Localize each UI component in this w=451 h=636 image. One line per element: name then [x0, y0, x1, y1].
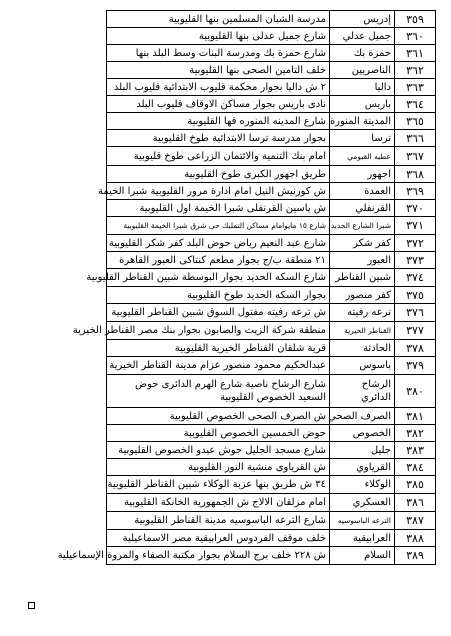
branch-address-table	[57, 10, 436, 565]
table-row	[107, 530, 436, 547]
row-number: ٣٥٩	[395, 11, 436, 28]
branch-name: العمدة	[330, 183, 395, 200]
row-number: ٣٧٤	[395, 269, 436, 287]
table-row	[107, 269, 436, 287]
branch-name: باسوس	[330, 357, 395, 375]
row-number: ٣٦٥	[395, 113, 436, 130]
table-row	[107, 476, 436, 494]
branch-address: شارع حمزة بك ومدرسة البنات وسط البلد بنها	[107, 45, 330, 62]
table-row	[107, 425, 436, 442]
table-row	[107, 322, 436, 340]
branch-name: شبين القناطر	[330, 269, 395, 287]
branch-address: ش ياسين القرنفلى شبرا الخيمة اول القليوبية	[107, 200, 330, 217]
branch-name: شبرا الشارع الجديد	[330, 217, 395, 235]
row-number: ٣٦٩	[395, 183, 436, 200]
row-number: ٣٨٩	[395, 547, 436, 565]
row-number: ٣٨٧	[395, 512, 436, 530]
row-number: ٣٦٧	[395, 147, 436, 166]
branch-name: عطيه القيومي	[330, 147, 395, 166]
row-number: ٣٦٨	[395, 166, 436, 183]
branch-name: باريس	[330, 96, 395, 113]
row-number: ٣٨٨	[395, 530, 436, 547]
branch-name: إدريس	[330, 11, 395, 28]
branch-address: ش ٢٢٨ خلف برج السلام بجوار مكتبة الصفاء والمروة الإسماعيلية	[107, 547, 330, 565]
table-row	[107, 45, 436, 62]
branch-address: ش الصرف الصحى الخصوص القليوبية	[107, 408, 330, 425]
row-number: ٣٧٢	[395, 235, 436, 252]
row-number: ٣٦١	[395, 45, 436, 62]
table-row	[107, 287, 436, 304]
table-row	[107, 183, 436, 200]
branch-name: ترعه رفيته	[330, 304, 395, 322]
table-row	[107, 357, 436, 375]
branch-name: القناطر الخيرية	[330, 322, 395, 340]
branch-address: طريق اجهور الكبرى طوخ القليوبية	[107, 166, 330, 183]
row-number: ٣٧٦	[395, 304, 436, 322]
row-number: ٣٦٢	[395, 62, 436, 79]
branch-address: ٢١ منطقة ب/ج بجوار مطعم كنتاكى العبور القاهرة	[107, 252, 330, 269]
table-row	[107, 147, 436, 166]
row-number: ٣٨٢	[395, 425, 436, 442]
branch-address: شارع السكه الحديد بجوار البوسطة شبين القناطر القليوبية	[107, 269, 330, 287]
branch-name: القرنفلي	[330, 200, 395, 217]
row-number: ٣٨٠	[395, 375, 436, 408]
branch-name: داليا	[330, 79, 395, 96]
branch-name: الخصوص	[330, 425, 395, 442]
branch-address: امام بنك التنمية والائتمان الزراعى طوخ قليوبية	[107, 147, 330, 166]
branch-address: قرية شلقان القناطر الخيرية القليوبية	[107, 340, 330, 357]
branch-address: بجوار مدرسة ترسا الابتدائية طوخ القليوبية	[107, 130, 330, 147]
branch-address: شارع جميل عدلى بنها القليوبية	[107, 28, 330, 45]
branch-address: خلف التامين الصحى بنها القليوبية	[107, 62, 330, 79]
table-row	[107, 252, 436, 269]
branch-name: كفر منصور	[330, 287, 395, 304]
branch-address: شارع عبد النعيم رياض حوض البلد كفر شكر القليوبية	[107, 235, 330, 252]
table-body	[57, 11, 436, 565]
table-row	[107, 408, 436, 425]
branch-name: كفر شكر	[330, 235, 395, 252]
branch-address: بجوار السكه الحديد طوخ القليوبية	[107, 287, 330, 304]
table-row	[107, 11, 436, 28]
row-number: ٣٨٦	[395, 494, 436, 512]
branch-address: ٢ ش داليا بجوار محكمة قليوب الابتدائية قليوب البلد	[107, 79, 330, 96]
table-row	[107, 28, 436, 45]
branch-name: الحادثة	[330, 340, 395, 357]
branch-address: ش كورنيش النيل امام ادارة مرور القليوبية شبرا الخيمة	[107, 183, 330, 200]
table-row	[107, 200, 436, 217]
row-number: ٣٨٣	[395, 442, 436, 459]
table-row	[107, 459, 436, 476]
branch-name: الترعه الباسوسيه	[330, 512, 395, 530]
branch-name: اجهور	[330, 166, 395, 183]
row-number: ٣٧٠	[395, 200, 436, 217]
row-number: ٣٦٣	[395, 79, 436, 96]
table-row	[107, 375, 436, 408]
table-row	[107, 512, 436, 530]
row-number: ٣٨١	[395, 408, 436, 425]
branch-name: ترسا	[330, 130, 395, 147]
branch-address: نادى باريس بجوار مساكن الاوقاف قليوب البلد	[107, 96, 330, 113]
branch-name: السلام	[330, 547, 395, 565]
branch-name: حمزة بك	[330, 45, 395, 62]
branch-address: ٣٤ ش طريق بنها عزبة الوكلاء شبين القناطر القليوبية	[107, 476, 330, 494]
branch-name: الوكلاء	[330, 476, 395, 494]
branch-address: ش ترعه رفيته مفتول السوق شبين القناطر القليوبية	[107, 304, 330, 322]
branch-address: خلف موقف الفردوس العرابيقية مصر الاسماعيلية	[107, 530, 330, 547]
branch-address: مدرسة الشبان المسلمين بنها القليوبية	[107, 11, 330, 28]
table-row	[107, 217, 436, 235]
branch-address: شارع الترعه الباسوسيه مدينة القناطر القليوبية	[107, 512, 330, 530]
branch-address: منطقة شركة الزيت والصابون بجوار بنك مصر القناطر الخيرية	[107, 322, 330, 340]
table-row	[107, 235, 436, 252]
branch-address: شارع مسجد الجليل جوش عيدو الخصوص القليوبية	[107, 442, 330, 459]
table-row	[107, 304, 436, 322]
table-row	[107, 340, 436, 357]
row-number: ٣٦٦	[395, 130, 436, 147]
table-row	[107, 62, 436, 79]
table-row	[107, 113, 436, 130]
row-number: ٣٨٥	[395, 476, 436, 494]
table-row	[107, 96, 436, 113]
table-row	[107, 130, 436, 147]
branch-name: العسكري	[330, 494, 395, 512]
page-end-mark	[28, 602, 35, 609]
branch-address: عبدالحكيم محمود منصور عزام مدينة القناطر الخيرية	[107, 357, 330, 375]
table-row	[107, 79, 436, 96]
table-row	[107, 166, 436, 183]
branch-name: جليل	[330, 442, 395, 459]
branch-name: الناصريين	[330, 62, 395, 79]
branch-address: شارع ١٥ مايوامام مساكن التمليك حى شرق شبرا الخيمة القليوبية	[107, 217, 330, 235]
table-row	[107, 494, 436, 512]
branch-address: ش القرياوى منشية النور القليوبية	[107, 459, 330, 476]
row-number: ٣٨٤	[395, 459, 436, 476]
row-number: ٣٦٤	[395, 96, 436, 113]
branch-name: جميل عدلي	[330, 28, 395, 45]
row-number: ٣٧٧	[395, 322, 436, 340]
branch-name: القرياوي	[330, 459, 395, 476]
branch-name: العرابيقية	[330, 530, 395, 547]
branch-name: العبور	[330, 252, 395, 269]
row-number: ٣٧١	[395, 217, 436, 235]
row-number: ٣٧٣	[395, 252, 436, 269]
row-number: ٣٧٩	[395, 357, 436, 375]
branch-name: الصرف الصحي	[330, 408, 395, 425]
row-number: ٣٧٥	[395, 287, 436, 304]
branch-address: امام مزلقان الالاج ش الجمهورية الخانكة القليوبية	[107, 494, 330, 512]
branch-address: حوض الخمسين الخصوص القليوبية	[107, 425, 330, 442]
branch-name: المدينة المنورة	[330, 113, 395, 130]
row-number: ٣٧٨	[395, 340, 436, 357]
branch-address: شارع المدينه المنوره قها القليوبية	[107, 113, 330, 130]
branch-name: الرشاح الدائري	[330, 375, 395, 408]
branch-address: شارع الرشاح ناصية شارع الهرم الدائرى حوض السعيد الخصوص القليوبية	[107, 375, 330, 408]
row-number: ٣٦٠	[395, 28, 436, 45]
table-row	[107, 547, 436, 565]
table-row	[107, 442, 436, 459]
